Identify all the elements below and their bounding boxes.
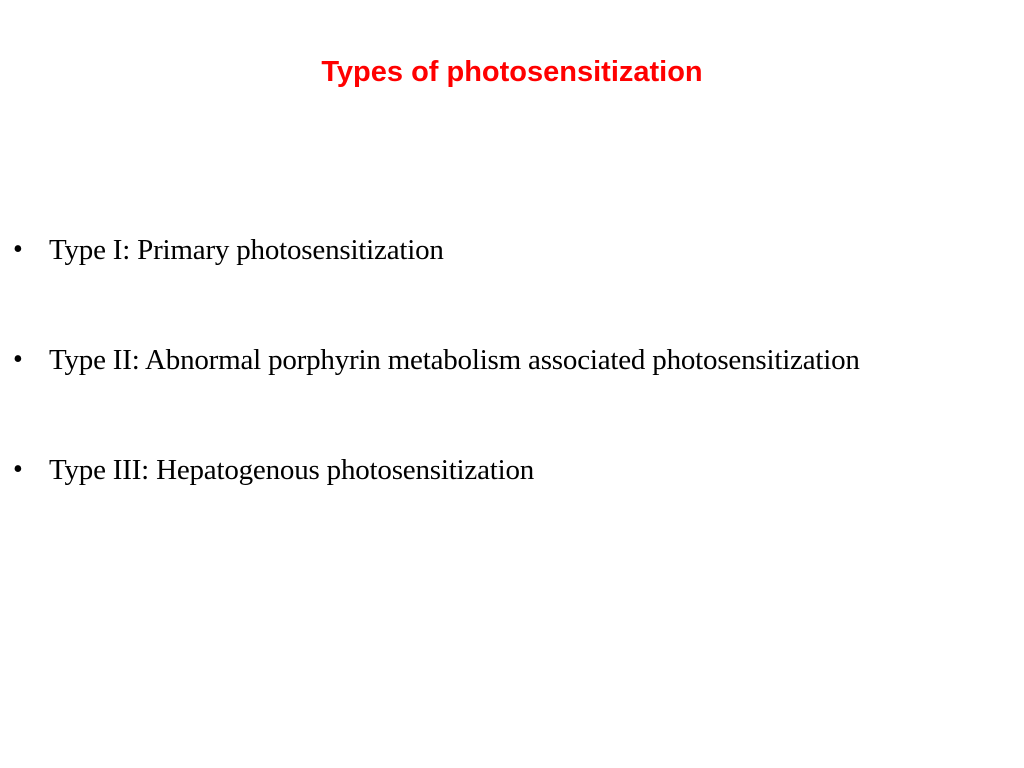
- bullet-icon: •: [13, 344, 23, 375]
- bullet-text-type-ii: Type II: Abnormal porphyrin metabolism associated photosensitization: [49, 344, 860, 376]
- list-item: [0, 450, 1024, 490]
- bullet-text-type-iii: Type III: Hepatogenous photosensitization: [49, 454, 535, 486]
- list-item: [0, 230, 1024, 270]
- slide-title: Types of photosensitization: [321, 56, 703, 88]
- list-item: [0, 340, 1024, 380]
- bullet-icon: •: [13, 234, 23, 265]
- bullet-text-type-i: Type I: Primary photosensitization: [49, 234, 444, 266]
- bullet-list: [0, 230, 1024, 560]
- bullet-icon: •: [13, 454, 23, 485]
